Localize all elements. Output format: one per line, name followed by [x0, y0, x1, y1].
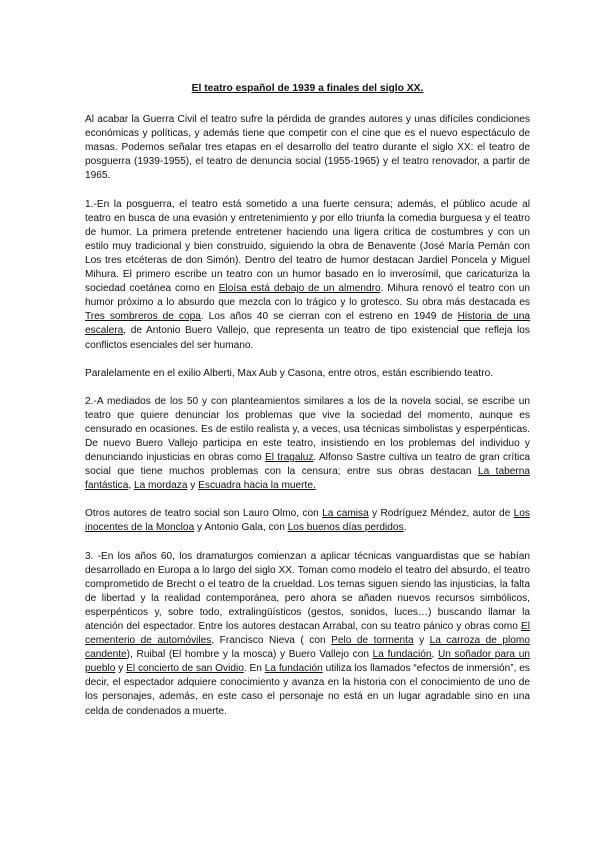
text-segment: , de Antonio Buero Vallejo, que representa un teatro de tipo existencial que refleja los conflictos esenciales del ser humano.	[85, 325, 530, 351]
text-segment: Otros autores de teatro social son Lauro Olmo, con	[85, 508, 323, 520]
text-segment: . Los años 40 se cierran con el estreno en 1949 de	[200, 311, 458, 323]
work-title: La mordaza	[133, 480, 188, 492]
text-segment: 1.-En la posguerra, el teatro está sometido a una fuerte censura; además, el público acude al teatro en busca de una evasión y entretenimiento y por ello triunfa la comedia burguesa y el teatro de humor. La primera pretende entretener haciendo una ligera crítica de costumbres y con un estilo muy tradicional y bien construido, siguiendo la obra de Benavente (José María Pemán con Los tres etcéteras de don Simón). Dentro del teatro de humor destacan Jardiel Poncela y Miguel Mihura. El primero escribe un teatro con un humor basado en lo inverosímil, que caricaturiza la sociedad coetánea como en	[85, 198, 530, 295]
other-authors-paragraph	[85, 507, 530, 535]
work-title: La fundación	[372, 649, 432, 661]
section-1-paragraph	[85, 198, 530, 353]
text-segment: ,	[128, 480, 134, 492]
text-segment: y	[187, 480, 199, 492]
text-segment: utiliza los llamados “efectos de inmersión”, es decir, el espectador adquiere conocimiento y avanza en la historia con el conocimiento de uno de los personajes, además, en este caso el personaje no está en un lugar agradable sino en una celda de condenados a muerte.	[85, 663, 530, 717]
text-segment: . Alfonso Sastre cultiva un teatro de gran crítica social que tiene muchos problemas con la censura; entre sus obras destacan	[85, 452, 530, 478]
work-title: La carroza de plomo candente	[85, 635, 530, 661]
page-title: El teatro español de 1939 a finales del siglo XX.	[191, 83, 424, 94]
work-title: Escuadra hacia la muerte.	[198, 480, 316, 492]
work-title: Historia de una escalera	[85, 311, 531, 337]
document-page	[85, 82, 530, 733]
text-segment: 2.-A mediados de los 50 y con planteamientos similares a los de la novela social, se escribe un teatro que quiere denunciar los problemas que vive la sociedad del momento, aunque es censurado en ocasiones. Es de estilo realista y, a veces, usa técnicas simbolistas y esperpénticas. De nuevo Buero Vallejo participa en este teatro, insistiendo en los problemas del individuo y denunciando injusticias en obras como	[85, 395, 530, 464]
text-segment: .	[403, 522, 407, 534]
exile-paragraph: Paralelamente en el exilio Alberti, Max Aub y Casona, entre otros, están escribiendo teatro.	[85, 367, 494, 379]
intro-paragraph: Al acabar la Guerra Civil el teatro sufre la pérdida de grandes autores y unas difíciles condiciones económicas y políticas, y además tiene que competir con el cine que es el nuevo espectáculo de masas. Podemos señalar tres etapas en el desarrollo del teatro durante el siglo XX: el teatro de posguerra (1939-1955), el teatro de denuncia social (1955-1965) y el teatro renovador, a partir de 1965.	[85, 114, 530, 182]
text-segment: ,	[431, 649, 438, 661]
work-title: El cementerio de automóviles	[85, 621, 530, 647]
text-segment: y	[115, 663, 127, 675]
work-title: El tragaluz	[265, 452, 314, 464]
work-title: El concierto de san Ovidio	[126, 663, 244, 675]
work-title: Los buenos días perdidos	[287, 522, 404, 534]
text-segment: . Mihura renovó el teatro con un humor próximo a lo absurdo que mezcla con lo trágico y lo grotesco. Su obra más destacada es	[85, 283, 530, 309]
work-title: Un soñador para un pueblo	[85, 649, 530, 675]
work-title: Eloísa está debajo de un almendro	[218, 283, 381, 295]
text-segment: y Rodríguez Méndez, autor de	[368, 508, 514, 520]
work-title: La camisa	[322, 508, 369, 520]
section-3-paragraph	[85, 550, 530, 719]
work-title: Tres sombreros de copa	[85, 311, 201, 323]
text-segment: 3. -En los años 60, los dramaturgos comienzan a aplicar técnicas vanguardistas que se habían desarrollado en Europa a lo largo del siglo XX. Toman como modelo el teatro del absurdo, el teatro comprometido de Brecht o el teatro de la crueldad. Los temas siguen siendo las injusticias, la falta de libertad y la realidad contemporánea, pero ahora se añaden nuevos recursos simbólicos, esperpénticos y, sobre todo, extralingüísticos (gestos, sonidos, luces…) buscando llamar la atención del espectador. Entre los autores destacan Arrabal, con su teatro pánico y obras como	[85, 550, 530, 632]
text-segment: . En	[243, 663, 265, 675]
work-title: La taberna fantástica	[85, 466, 530, 492]
work-title: Los inocentes de la Moncloa	[85, 508, 530, 534]
work-title: Pelo de tormenta	[331, 635, 414, 647]
text-segment: ), Ruibal (El hombre y la mosca) y Buero Vallejo con	[126, 649, 373, 661]
text-segment: y Antonio Gala, con	[194, 522, 288, 534]
text-segment: , Francisco Nieva ( con	[211, 635, 332, 647]
section-2-paragraph	[85, 395, 530, 494]
work-title: La fundación	[264, 663, 323, 675]
text-segment: y	[413, 635, 430, 647]
